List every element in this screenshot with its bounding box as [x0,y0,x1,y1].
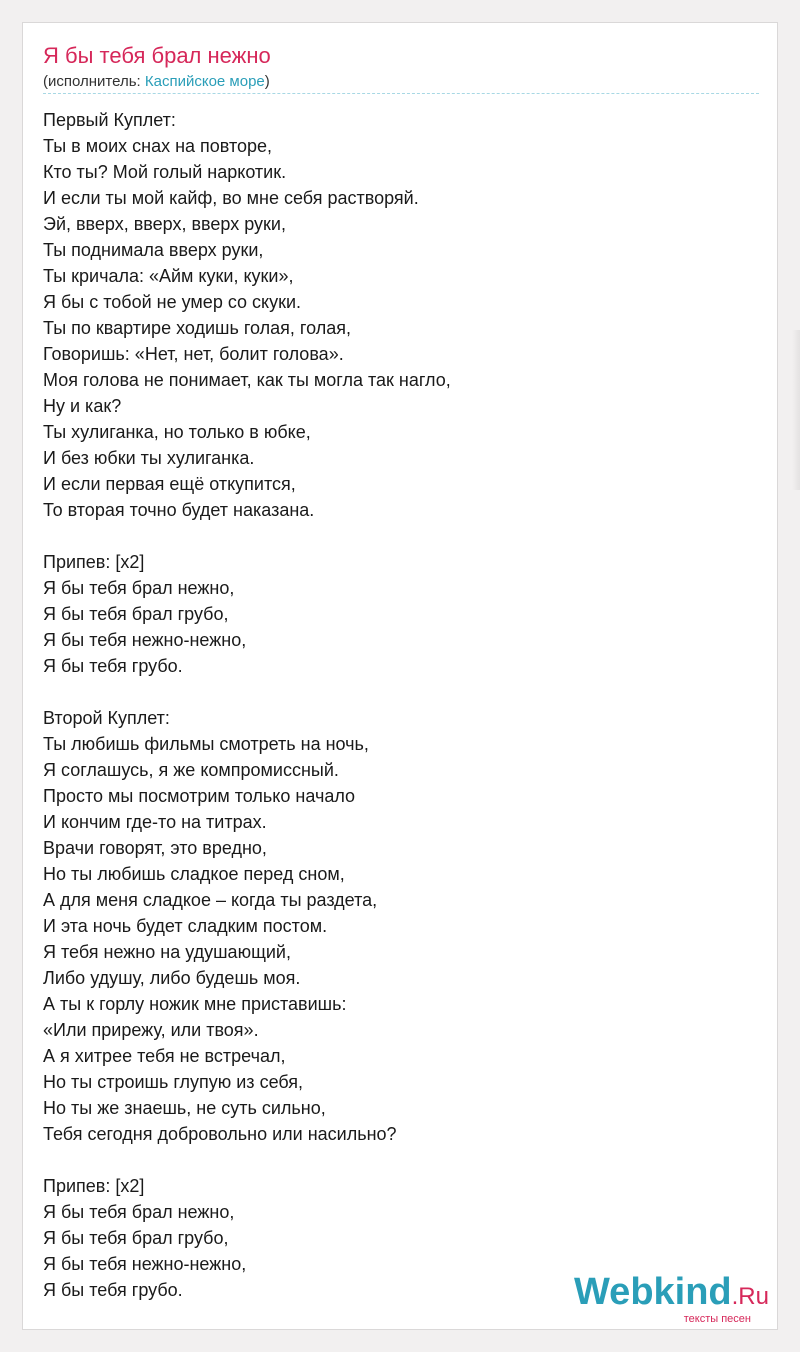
webkind-logo[interactable] [574,1272,769,1325]
lyric-line: Я бы тебя брал грубо, [43,604,229,624]
artist-suffix: ) [264,73,270,90]
lyric-line: То вторая точно будет наказана. [43,500,315,520]
lyric-line: Но ты строишь глупую из себя, [43,1072,304,1092]
lyric-line: А я хитрее тебя не встречал, [43,1046,286,1066]
lyric-line: Я бы с тобой не умер со скуки. [43,292,302,312]
lyric-line: Я бы тебя брал грубо, [43,1228,229,1248]
lyric-line: Я бы тебя грубо. [43,656,183,676]
lyric-line: Я бы тебя нежно-нежно, [43,630,247,650]
logo-suffix: .Ru [731,1283,769,1310]
lyrics-text [43,107,759,1303]
artist-link[interactable]: Каспийское море [144,73,265,90]
lyric-line: Врачи говорят, это вредно, [43,838,267,858]
song-title: Я бы тебя брал нежно [43,43,271,68]
lyric-line: Но ты любишь сладкое перед сном, [43,864,345,884]
lyric-line: Говоришь: «Нет, нет, болит голова». [43,344,344,364]
logo-main-text: Webkind [574,1271,732,1313]
lyrics-card [22,22,778,1330]
lyric-line: Ты по квартире ходишь голая, голая, [43,318,351,338]
lyric-line: И без юбки ты хулиганка. [43,448,255,468]
lyric-line: Ну и как? [43,396,122,416]
lyric-line: И если первая ещё откупится, [43,474,296,494]
lyric-line: И если ты мой кайф, во мне себя растворяй. [43,188,419,208]
lyric-line: Ты поднимала вверх руки, [43,240,264,260]
logo-tagline: тексты песен [683,1313,751,1325]
lyric-line: Кто ты? Мой голый наркотик. [43,162,287,182]
lyric-line: Я бы тебя брал нежно, [43,1202,235,1222]
lyric-line: Либо удушу, либо будешь моя. [43,968,301,988]
lyrics-block [43,705,759,1147]
lyric-line: И эта ночь будет сладким постом. [43,916,328,936]
artist-prefix: (исполнитель: [43,73,145,90]
lyric-line: Я бы тебя нежно-нежно, [43,1254,247,1274]
lyric-line: Просто мы посмотрим только начало [43,786,356,806]
title-separator [43,93,759,94]
lyric-line: Ты хулиганка, но только в юбке, [43,422,311,442]
lyric-line: Тебя сегодня добровольно или насильно? [43,1124,397,1144]
lyric-line: Первый Куплет: [43,110,176,130]
lyric-line: Моя голова не понимает, как ты могла так нагло, [43,370,451,390]
lyric-line: Но ты же знаешь, не суть сильно, [43,1098,326,1118]
lyric-line: Ты любишь фильмы смотреть на ночь, [43,734,369,754]
lyric-line: А для меня сладкое – когда ты раздета, [43,890,378,910]
lyric-line: И кончим где-то на титрах. [43,812,267,832]
artist-line [43,73,270,90]
lyric-line: Припев: [x2] [43,1176,145,1196]
lyric-line: Ты в моих снах на повторе, [43,136,273,156]
page-edge-shadow [792,330,800,490]
lyric-line: Я тебя нежно на удушающий, [43,942,291,962]
lyric-line: Я бы тебя грубо. [43,1280,183,1300]
lyric-line: Эй, вверх, вверх, вверх руки, [43,214,286,234]
lyric-line: Второй Куплет: [43,708,170,728]
lyrics-block [43,549,759,679]
lyric-line: «Или прирежу, или твоя». [43,1020,259,1040]
lyric-line: Припев: [x2] [43,552,145,572]
lyric-line: Я соглашусь, я же компромиссный. [43,760,339,780]
logo-wordmark [574,1272,769,1317]
lyrics-block [43,107,759,523]
lyric-line: Я бы тебя брал нежно, [43,578,235,598]
lyric-line: Ты кричала: «Айм куки, куки», [43,266,294,286]
lyric-line: А ты к горлу ножик мне приставишь: [43,994,347,1014]
